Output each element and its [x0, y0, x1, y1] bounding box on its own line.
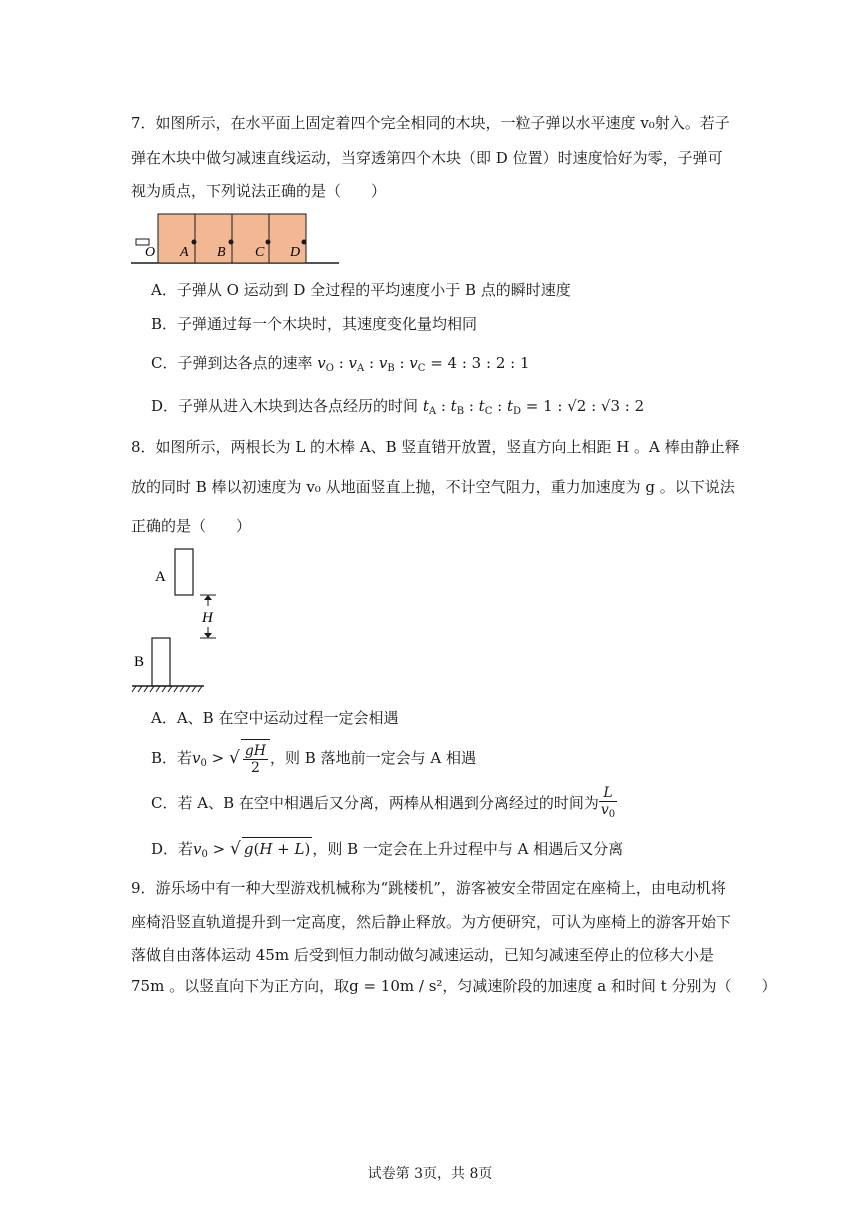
q8-option-a: A．A、B 在空中运动过程一定会相遇	[151, 709, 399, 727]
q7-option-b: B．子弹通过每一个木块时，其速度变化量均相同	[151, 315, 478, 333]
q8-label-a: A	[155, 569, 166, 585]
q8-ground-hatch	[132, 686, 202, 692]
q8-rod-b	[152, 638, 170, 686]
arrow-up-icon	[204, 595, 212, 600]
q7-option-c: C．子弹到达各点的速率 $v_O$ : $v_A$ : $v_B$ : $v_C = 4$ : 3 : 2 : 1	[151, 354, 530, 374]
q9-stem-line-3: 落做自由落体运动 45m 后受到恒力制动做匀减速运动，已知匀减速至停止的位移大小是	[131, 946, 714, 964]
q8-option-d: D．若$v_0$ > √ g(H + L) ，则 B 一定会在上升过程中与 A 相遇后又分离	[151, 839, 624, 860]
q7-label-d: D	[290, 245, 301, 260]
q8-option-b: B．若$v_0$ > √ $\frac{gH}{2}$ ，则 B 落地前一定会与 A 相遇	[151, 739, 476, 782]
q9-stem-line-1: 9．游乐场中有一种大型游戏机械称为“跳楼机”，游客被安全带固定在座椅上，由电动机将	[131, 879, 726, 897]
q9-stem-line-2: 座椅沿竖直轨道提升到一定高度，然后静止释放。为方便研究，可认为座椅上的游客开始下	[131, 913, 732, 931]
q9-gravity-value: g = 10m / s²	[349, 977, 443, 995]
page-footer: 试卷第 3页，共 8页	[367, 1166, 493, 1182]
q8-stem-line-3: 正确的是（ ）	[131, 517, 252, 535]
q8-stem-line-2: 放的同时 B 棒以初速度为 v₀ 从地面竖直上抛，不计空气阻力，重力加速度为 g 。以下说法	[131, 478, 735, 496]
q7-label-a: A	[180, 245, 189, 260]
q7-stem-line-2: 弹在木块中做匀减速直线运动，当穿透第四个木块（即 D 位置）时速度恰好为零，子弹可	[131, 149, 723, 167]
q8-label-b: B	[134, 654, 145, 670]
q8-rod-a	[175, 549, 193, 595]
q7-label-b: B	[217, 245, 226, 260]
arrow-down-icon	[204, 633, 212, 638]
q7-label-o: O	[145, 245, 156, 260]
q7-stem-line-3: 视为质点，下列说法正确的是（ ）	[131, 182, 387, 200]
q7-label-c: C	[255, 245, 265, 260]
q7-option-d-ratio: 1 : √2 : √3 : 2	[543, 397, 645, 415]
q7-stem-line-1: 7．如图所示，在水平面上固定着四个完全相同的木块，一粒子弹以水平速度 v₀射入。若子	[131, 114, 730, 132]
q7-option-d: D．子弹从进入木块到达各点经历的时间 $t_A$ : $t_B$ : $t_C$ : $t_D = 1$ : √2 : √3 : 2	[151, 397, 645, 417]
q7-option-a: A．子弹从 O 运动到 D 全过程的平均速度小于 B 点的瞬时速度	[151, 281, 571, 299]
q8-option-c: C．若 A、B 在空中相遇后又分离，两棒从相遇到分离经过的时间为 $\frac{L}{v_0}$	[151, 785, 616, 820]
q8-stem-line-1: 8．如图所示，两根长为 L 的木棒 A、B 竖直错开放置，竖直方向上相距 H 。A 棒由静止释	[131, 438, 740, 456]
q9-stem-line-4: 75m 。以竖直向下为正方向，取g = 10m / s²，匀减速阶段的加速度 a 和时间 t 分别为（ ）	[131, 977, 777, 995]
q8-label-h: H	[202, 610, 213, 626]
q7-option-c-ratio: 4 : 3 : 2 : 1	[447, 354, 530, 372]
